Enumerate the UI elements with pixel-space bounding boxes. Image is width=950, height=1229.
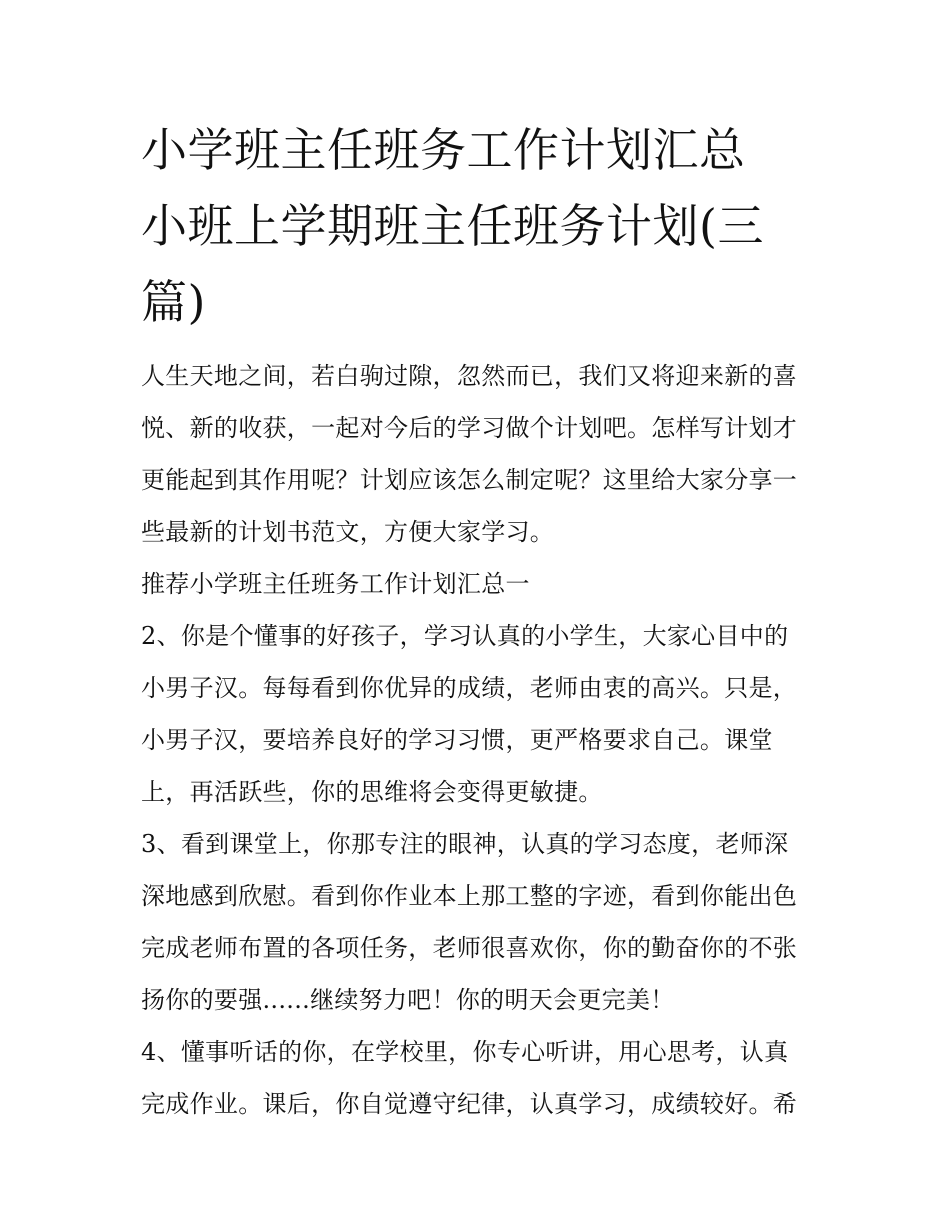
title-line: 小学班主任班务工作计划汇总 <box>141 123 746 177</box>
text-line: 悦、新的收获，一起对今后的学习做个计划吧。怎样写计划才 <box>141 414 798 442</box>
comment-paragraph-3 <box>141 818 813 1026</box>
text-line: 小男子汉，要培养良好的学习习惯，更严格要求自己。课堂 <box>141 726 773 754</box>
intro-paragraph <box>141 350 813 558</box>
document-body <box>141 112 813 1130</box>
text-line: 2、你是个懂事的好孩子，学习认真的小学生，大家心目中的 <box>141 622 789 650</box>
comment-paragraph-2 <box>141 610 813 818</box>
text-line: 小男子汉。每每看到你优异的成绩，老师由衷的高兴。只是， <box>141 674 798 702</box>
text-line: 人生天地之间，若白驹过隙，忽然而已，我们又将迎来新的喜 <box>141 362 798 390</box>
text-line: 完成老师布置的各项任务，老师很喜欢你，你的勤奋你的不张 <box>141 934 798 962</box>
title-line: 篇) <box>141 275 206 329</box>
title-line: 小班上学期班主任班务计划(三 <box>141 199 764 253</box>
text-line: 完成作业。课后，你自觉遵守纪律，认真学习，成绩较好。希 <box>141 1090 798 1118</box>
text-line: 3、看到课堂上，你那专注的眼神，认真的学习态度，老师深 <box>141 830 789 858</box>
text-line: 深地感到欣慰。看到你作业本上那工整的字迹，看到你能出色 <box>141 882 798 910</box>
document-title <box>141 112 813 340</box>
text-line: 推荐小学班主任班务工作计划汇总一 <box>141 570 530 598</box>
comment-paragraph-4 <box>141 1026 813 1130</box>
text-line: 扬你的要强......继续努力吧！你的明天会更完美！ <box>141 986 675 1014</box>
text-line: 4、懂事听话的你，在学校里，你专心听讲，用心思考，认真 <box>141 1038 789 1066</box>
text-line: 上，再活跃些，你的思维将会变得更敏捷。 <box>141 778 603 806</box>
text-line: 些最新的计划书范文，方便大家学习。 <box>141 518 555 546</box>
text-line: 更能起到其作用呢？计划应该怎么制定呢？这里给大家分享一 <box>141 466 798 494</box>
section-heading <box>141 558 813 610</box>
